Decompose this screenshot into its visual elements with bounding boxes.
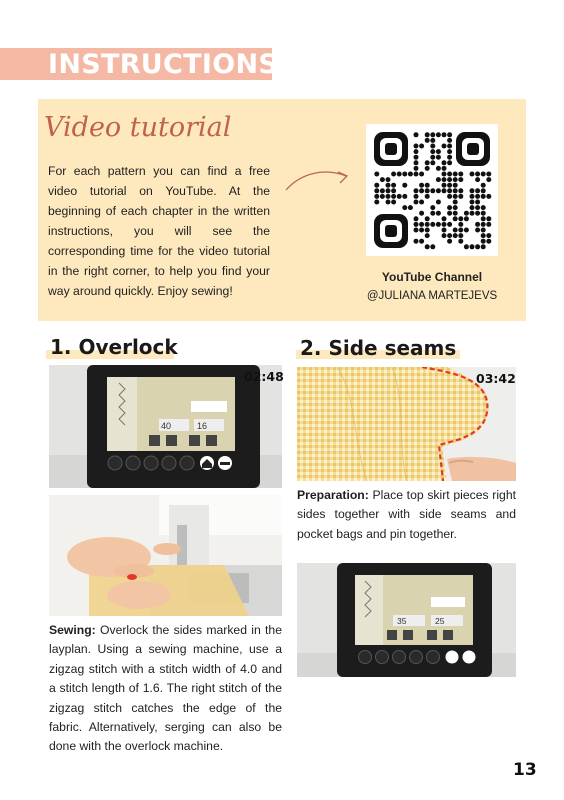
qr-code-icon[interactable]	[366, 124, 498, 256]
overlock-timestamp[interactable]: 02:48	[244, 369, 284, 384]
section-1-paragraph-text: Overlock the sides marked in the layplan. Using a sewing machine, use a zigzag stitch with a stitch width of 4.0 and a stitch length of 1.6. The right stitch of the zigzag stitch catches the edge of the fabric. Alternatively, serging can also be done with the overlock machine.	[49, 623, 282, 754]
youtube-channel-label: YouTube Channel	[381, 270, 483, 284]
section-1-paragraph	[49, 621, 282, 757]
side-seams-timestamp[interactable]: 03:42	[476, 371, 516, 386]
page-title: INSTRUCTIONS	[48, 49, 279, 80]
video-tutorial-title: Video tutorial	[44, 112, 232, 143]
machine-screen-2-value-width: 35	[397, 616, 407, 626]
section-1-title: 1. Overlock	[50, 335, 178, 359]
section-1-paragraph-label: Sewing:	[49, 623, 96, 637]
section-2-title: 2. Side seams	[300, 336, 457, 360]
youtube-channel-handle[interactable]: @JULIANA MARTEJEVS	[366, 290, 498, 302]
overlock-screen-value-length: 16	[197, 421, 208, 431]
machine-screen-photo-2	[297, 563, 516, 677]
section-2-paragraph-text: Place top skirt pieces right sides together with side seams and pocket bags and pin together.	[297, 488, 516, 541]
sewing-machine-photo	[49, 495, 282, 616]
overlock-screen-value-width: 40	[161, 421, 172, 431]
page-number: 13	[513, 760, 537, 780]
section-2-paragraph-label: Preparation:	[297, 488, 369, 502]
machine-screen-2-value-length: 25	[435, 616, 445, 626]
video-tutorial-text: For each pattern you can find a free video tutorial on YouTube. At the beginning of each chapter in the written instructions, you will see the corresponding time for the video tutorial in the right corner, to help you find your way around quickly. Enjoy sewing!	[48, 164, 270, 298]
curved-arrow-icon	[282, 166, 354, 196]
section-2-paragraph	[297, 486, 516, 544]
